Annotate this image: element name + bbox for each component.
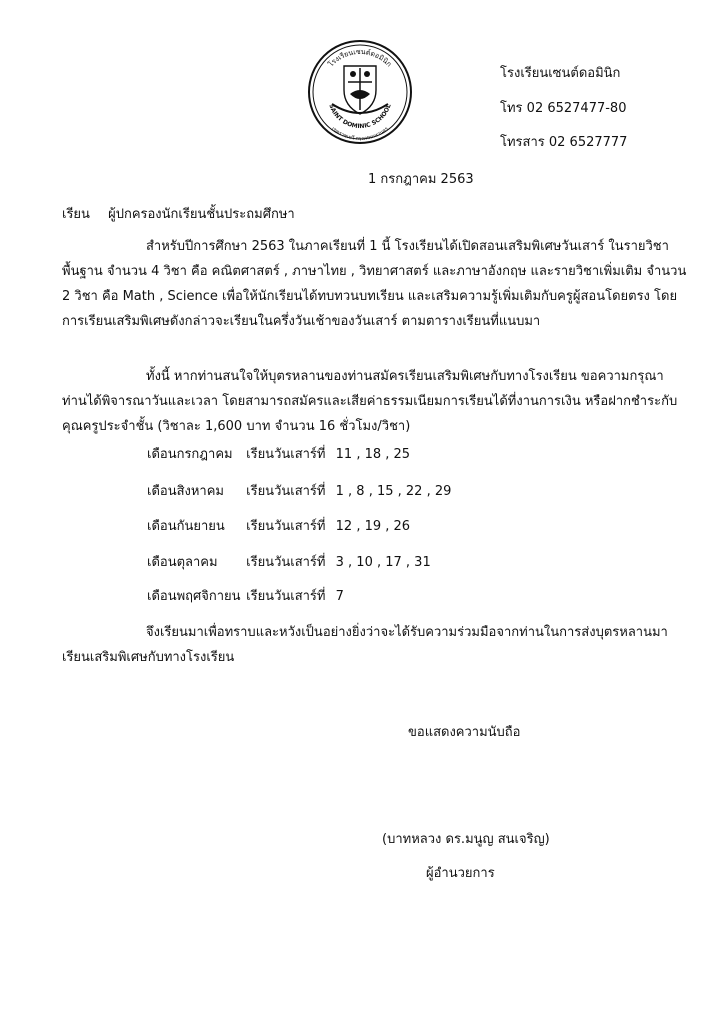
paragraph-line: การเรียนเสริมพิเศษดังกล่าวจะเรียนในครึ่งวันเช้าของวันเสาร์ ตามตารางเรียนที่แนบมา: [62, 314, 541, 329]
paragraph-registration: [62, 364, 682, 439]
schedule-label: เรียนวันเสาร์ที่: [246, 484, 326, 499]
schedule-month: เดือนกรกฎาคม: [147, 447, 233, 462]
paragraph-line: จึงเรียนมาเพื่อทราบและหวังเป็นอย่างยิ่งว่าจะได้รับความร่วมมือจากท่านในการส่งบุตรหลานมา: [146, 625, 668, 640]
paragraph-line: ทั้งนี้ หากท่านสนใจให้บุตรหลานของท่านสมัครเรียนเสริมพิเศษกับทางโรงเรียน ขอความกรุณา: [146, 369, 664, 384]
school-name: โรงเรียนเซนต์ดอมินิก: [500, 66, 621, 81]
schedule-days: 11 , 18 , 25: [335, 447, 411, 462]
sign-off: ขอแสดงความนับถือ: [408, 725, 521, 740]
paragraph-line: 2 วิชา คือ Math , Science เพื่อให้นักเรียนได้ทบทวนบทเรียน และเสริมความรู้เพิ่มเติมกับครูผู้สอนโดยตรง โดย: [62, 289, 678, 304]
schedule-label: เรียนวันเสาร์ที่: [246, 555, 326, 570]
schedule-row: [147, 551, 431, 572]
schedule-month: เดือนกันยายน: [147, 519, 225, 534]
schedule-days: 3 , 10 , 17 , 31: [335, 555, 431, 570]
schedule-row: [147, 443, 410, 464]
paragraph-line: พื้นฐาน จำนวน 4 วิชา คือ คณิตศาสตร์ , ภาษาไทย , วิทยาศาสตร์ และภาษาอังกฤษ และรายวิชาเพิ่มเติม จำนวน: [62, 264, 687, 279]
schedule-month: เดือนสิงหาคม: [147, 484, 224, 499]
schedule-days: 7: [335, 589, 344, 604]
paragraph-intro: [62, 234, 687, 334]
salutation-prefix: เรียน: [62, 207, 90, 222]
schedule-row: [147, 480, 451, 501]
seal-text-bottom: เขตราชเทวี กรุงเทพมหานคร: [330, 125, 390, 143]
paragraph-line: ท่านได้พิจารณาวันและเวลา โดยสามารถสมัครและเสียค่าธรรมเนียมการเรียนได้ที่งานการเงิน หรือฝากชำระกับ: [62, 394, 678, 409]
schedule-days: 1 , 8 , 15 , 22 , 29: [335, 484, 452, 499]
signer-title: ผู้อำนวยการ: [426, 866, 495, 881]
salutation: [62, 203, 295, 224]
schedule-month: เดือนตุลาคม: [147, 555, 218, 570]
schedule-days: 12 , 19 , 26: [335, 519, 411, 534]
salutation-recipient: ผู้ปกครองนักเรียนชั้นประถมศึกษา: [108, 207, 295, 222]
school-seal: [306, 38, 414, 146]
paragraph-line: สำหรับปีการศึกษา 2563 ในภาคเรียนที่ 1 นี้ โรงเรียนได้เปิดสอนเสริมพิเศษวันเสาร์ ในรายวิชา: [146, 239, 669, 254]
schedule-label: เรียนวันเสาร์ที่: [246, 589, 326, 604]
schedule-label: เรียนวันเสาร์ที่: [246, 519, 326, 534]
letter-date: 1 กรกฎาคม 2563: [368, 172, 474, 187]
schedule-row: [147, 585, 344, 606]
school-phone: โทร 02 6527477-80: [500, 101, 627, 116]
paragraph-line: เรียนเสริมพิเศษกับทางโรงเรียน: [62, 650, 235, 665]
schedule-month: เดือนพฤศจิกายน: [147, 589, 241, 604]
seal-text-top: โรงเรียนเซนต์ดอมินิก: [326, 47, 394, 69]
schedule-row: [147, 515, 410, 536]
seal-text-middle: SAINT DOMINIC SCHOOL: [327, 103, 393, 131]
schedule-label: เรียนวันเสาร์ที่: [246, 447, 326, 462]
paragraph-line: คุณครูประจำชั้น (วิชาละ 1,600 บาท จำนวน 16 ชั่วโมง/วิชา): [62, 419, 411, 434]
school-fax: โทรสาร 02 6527777: [500, 135, 628, 150]
paragraph-closing: [62, 620, 682, 670]
signer-name: (บาทหลวง ดร.มนูญ สนเจริญ): [382, 832, 550, 847]
